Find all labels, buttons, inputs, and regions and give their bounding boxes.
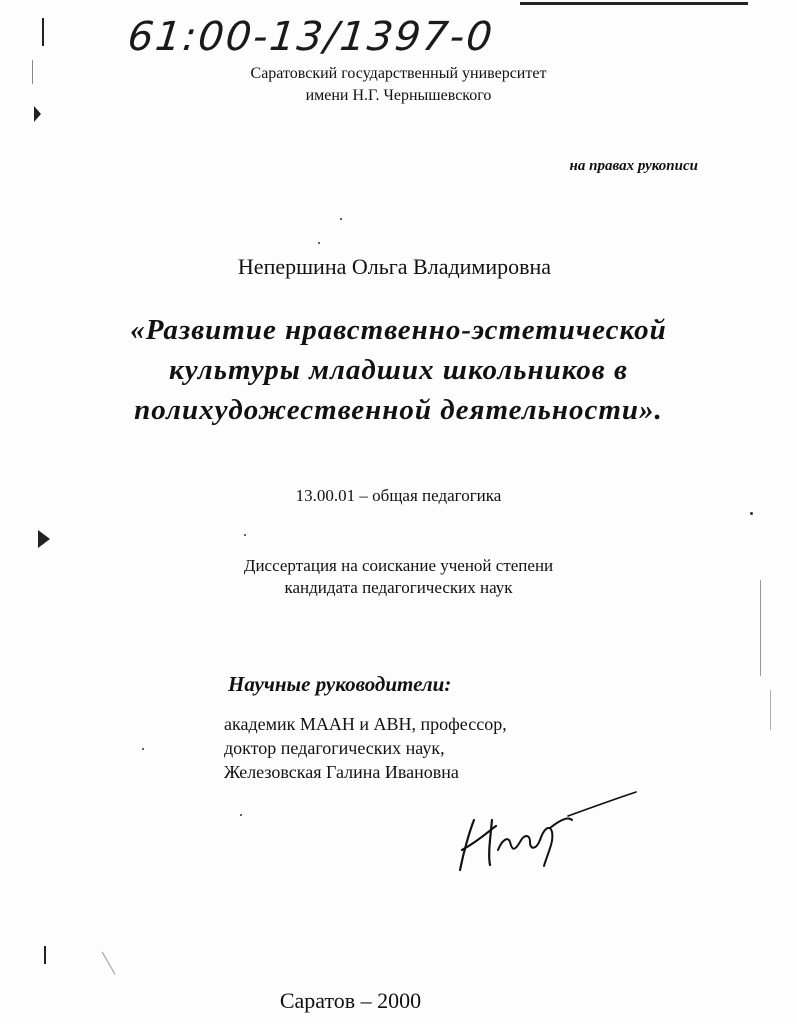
degree-line-2: кандидата педагогических наук <box>284 578 513 597</box>
title-line-3: полихудожественной деятельности». <box>134 394 663 426</box>
speck <box>340 218 342 220</box>
author-name: Непершина Ольга Владимировна <box>237 254 552 279</box>
rights-note: на правах рукописи <box>569 158 698 174</box>
city-year: Саратов – 2000 <box>279 988 422 1013</box>
university-line-1: Саратовский государственный университет <box>250 65 547 82</box>
advisor-line-3: Железовская Галина Ивановна <box>224 762 459 782</box>
degree-line-1: Диссертация на соискание ученой степени <box>243 556 554 575</box>
university-line-2: имени Н.Г. Чернышевского <box>305 87 492 104</box>
archive-code-handwritten: 61:00-13/1397-0 <box>125 14 497 60</box>
scan-mark-left-top <box>42 18 44 46</box>
scan-mark-left-4 <box>38 530 50 548</box>
specialty-code: 13.00.01 – общая педагогика <box>295 486 502 505</box>
advisors-heading: Научные руководители: <box>228 672 452 696</box>
advisor-line-1: академик МААН и АВН, профессор, <box>224 714 507 734</box>
title-line-2: культуры младших школьников в <box>169 354 628 386</box>
university-name <box>0 63 797 107</box>
scan-mark-left-3 <box>34 106 41 122</box>
handwritten-signature <box>440 780 640 880</box>
degree-statement <box>0 555 797 599</box>
scan-mark-left-6 <box>102 951 116 974</box>
speck <box>244 534 246 536</box>
advisor-details <box>224 712 507 784</box>
dissertation-title <box>0 310 797 430</box>
title-line-1: «Развитие нравственно-эстетической <box>130 314 667 346</box>
speck <box>240 814 242 816</box>
scan-mark-left-5 <box>44 946 46 964</box>
speck <box>318 242 320 244</box>
advisor-line-2: доктор педагогических наук, <box>224 738 445 758</box>
speck <box>142 748 144 750</box>
scan-mark-right-2 <box>770 690 771 730</box>
scan-edge-top <box>520 2 748 5</box>
speck <box>750 512 753 515</box>
